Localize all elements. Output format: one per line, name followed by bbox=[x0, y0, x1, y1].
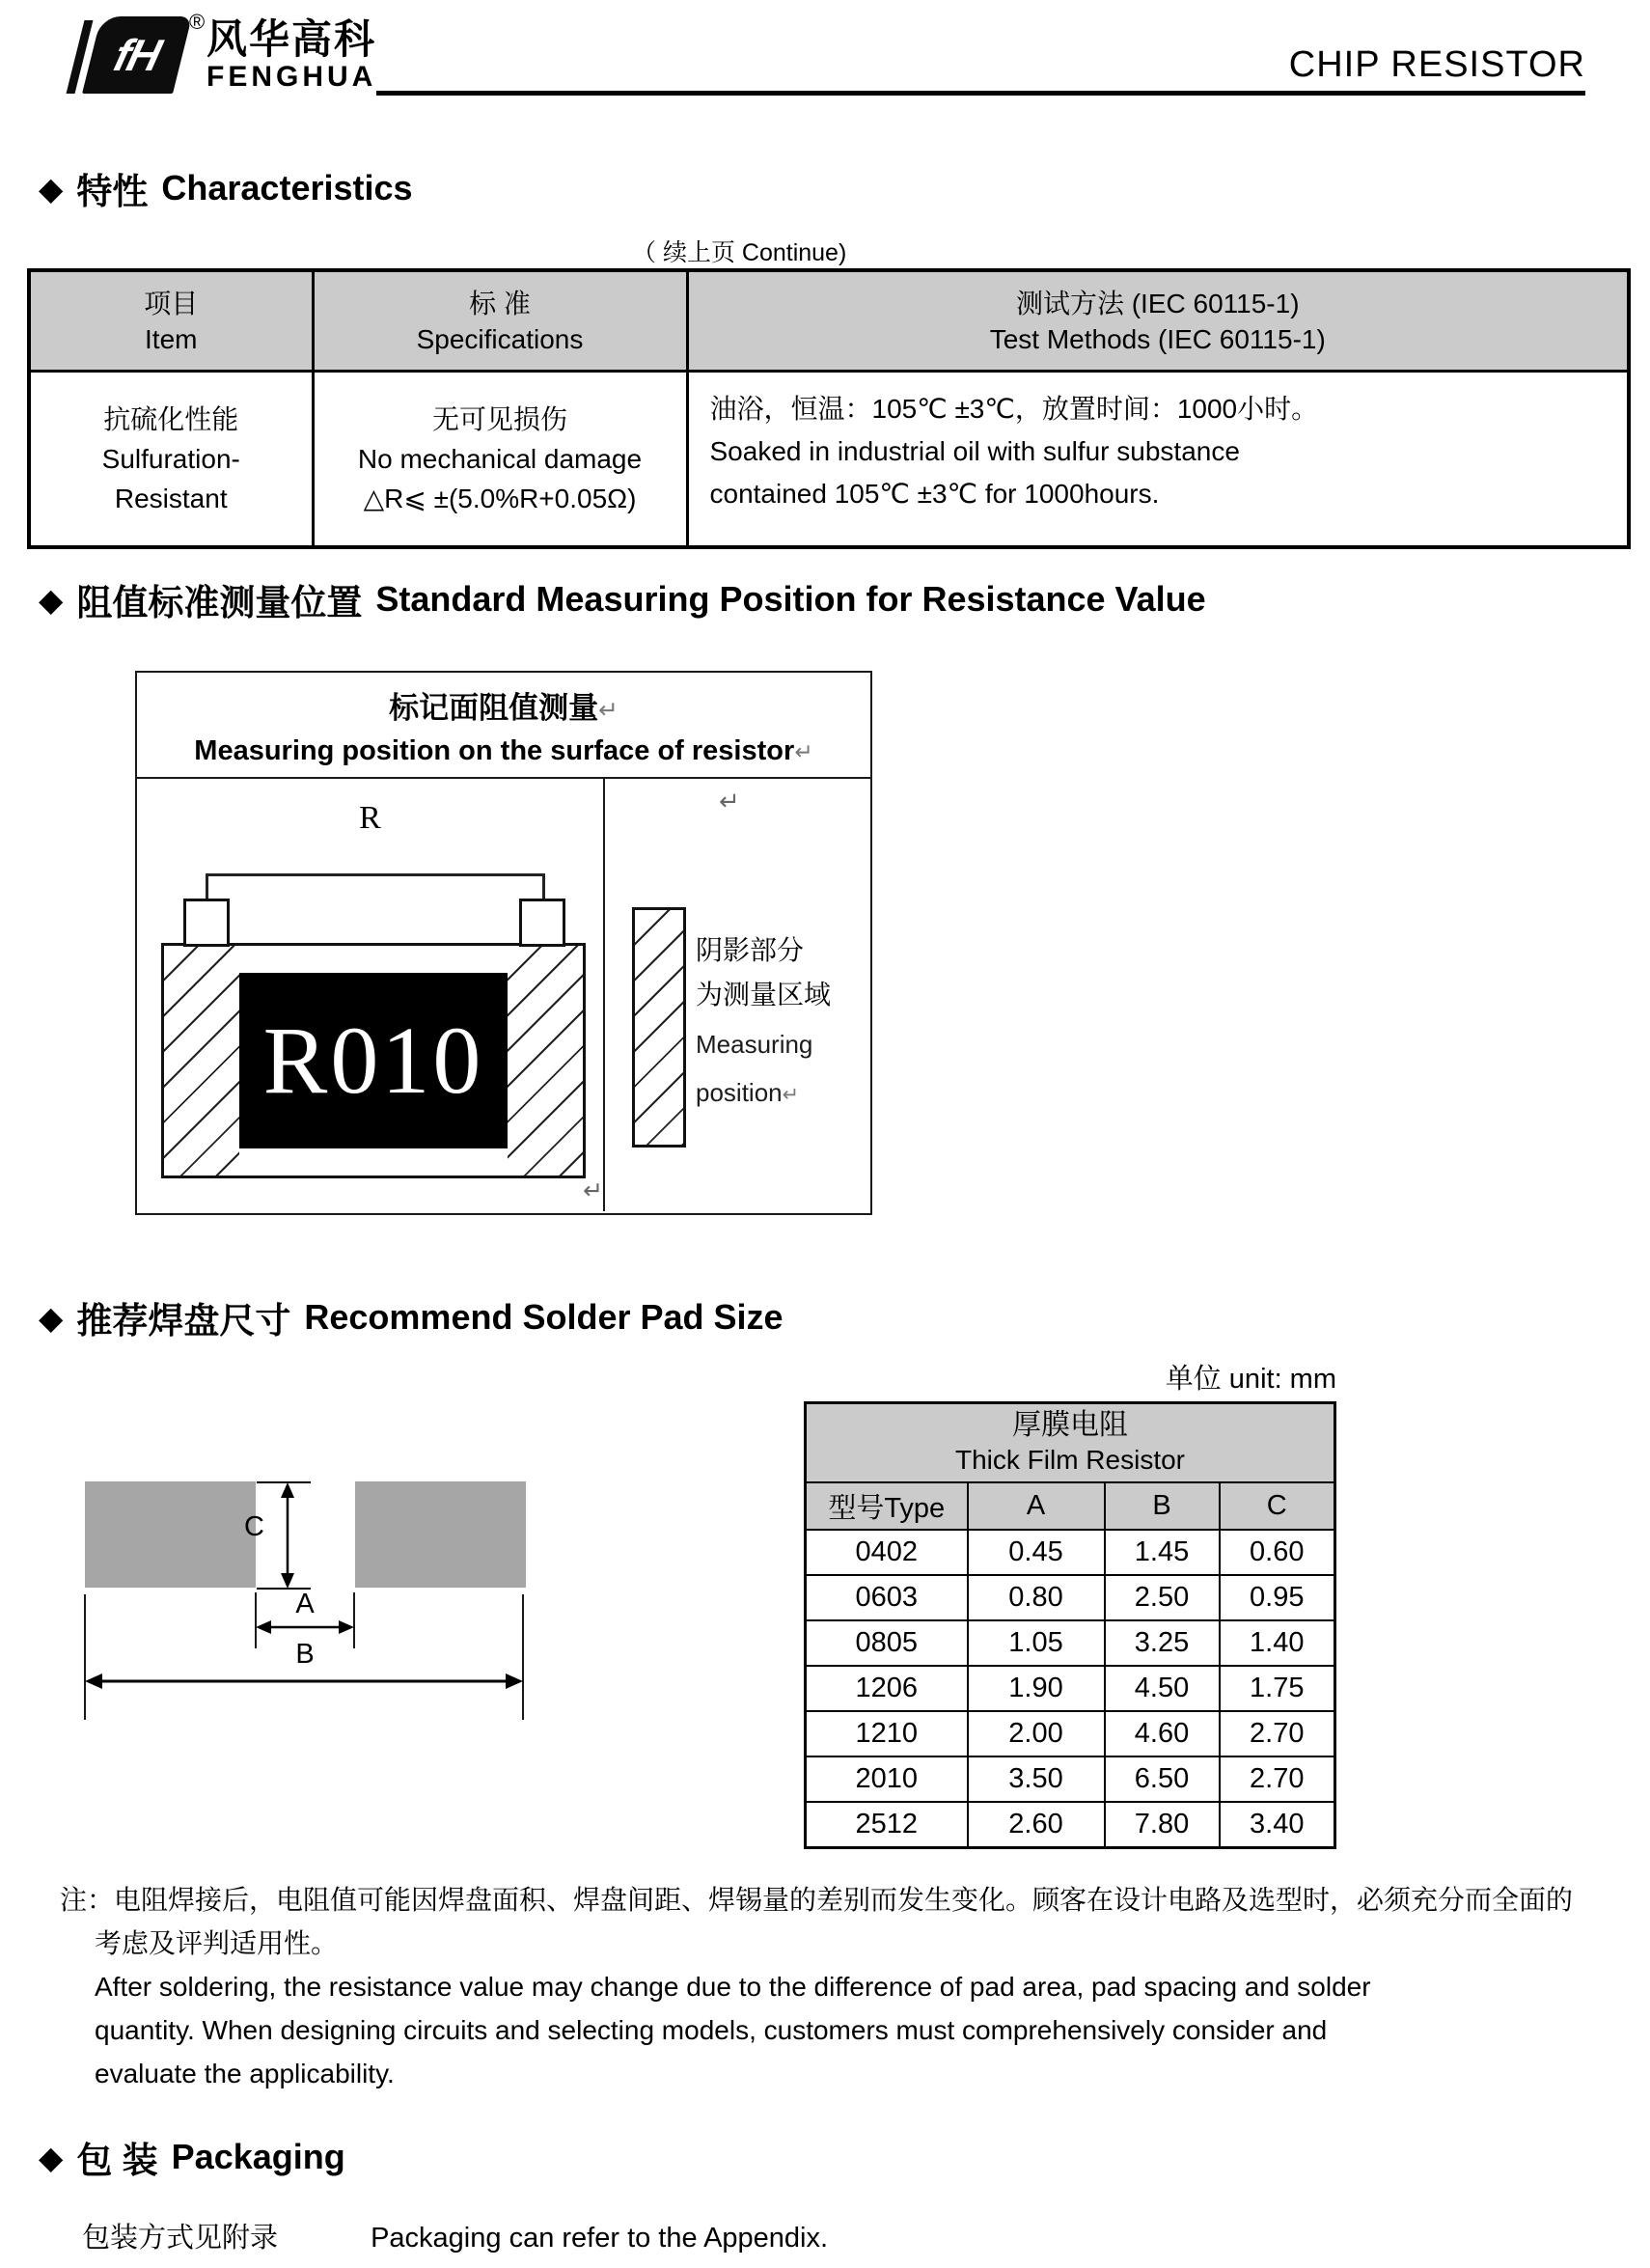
table-row bbox=[806, 1802, 1335, 1848]
col-header-spec-en: Specifications bbox=[416, 323, 584, 354]
cell-a: 0.45 bbox=[968, 1530, 1105, 1575]
group-header-cn: 厚膜电阻 bbox=[1012, 1409, 1128, 1441]
group-header-en: Thick Film Resistor bbox=[954, 1445, 1185, 1475]
diagram-title-cn bbox=[389, 683, 619, 727]
cell-a: 0.80 bbox=[968, 1575, 1105, 1620]
cell-type: 2512 bbox=[806, 1802, 968, 1848]
cell-type: 2010 bbox=[806, 1756, 968, 1802]
diamond-icon: ◆ bbox=[39, 581, 64, 618]
cell-a: 1.90 bbox=[968, 1666, 1105, 1711]
diamond-icon: ◆ bbox=[39, 1299, 64, 1336]
cell-type: 0603 bbox=[806, 1575, 968, 1620]
col-header-method bbox=[687, 270, 1629, 372]
diagram-title-cn-text: 标记面阻值测量 bbox=[389, 690, 599, 725]
packaging-body-cn: 包装方式见附录 bbox=[82, 2223, 279, 2254]
continue-note: （ 续上页 Continue) bbox=[632, 239, 847, 266]
method-en2: contained 105℃ ±3℃ for 1000hours. bbox=[709, 479, 1160, 509]
unit-label: 单位 unit: mm bbox=[1165, 1364, 1336, 1395]
heading-en: Recommend Solder Pad Size bbox=[304, 1297, 784, 1337]
cell-type: 0402 bbox=[806, 1530, 968, 1575]
page-title: CHIP RESISTOR bbox=[1288, 44, 1585, 85]
registered-trademark-icon: ® bbox=[189, 10, 206, 34]
packaging-body-en: Packaging can refer to the Appendix. bbox=[371, 2223, 829, 2254]
col-header-item-cn: 项目 bbox=[144, 288, 199, 318]
logo-block-shape bbox=[82, 16, 192, 94]
method-cn: 油浴，恒温：105℃ ±3℃，放置时间：1000小时。 bbox=[709, 394, 1319, 424]
return-mark-icon: ↵ bbox=[719, 787, 740, 816]
cell-a: 2.00 bbox=[968, 1711, 1105, 1756]
note-line: After soldering, the resistance value may change due to the difference of pad area, pad spacing and solder bbox=[95, 1972, 1371, 2002]
col-header-method-cn: 测试方法 (IEC 60115-1) bbox=[1015, 288, 1300, 318]
characteristics-table bbox=[27, 268, 1631, 549]
table-row bbox=[806, 1530, 1335, 1575]
cell-type: 1210 bbox=[806, 1711, 968, 1756]
table-row bbox=[806, 1620, 1335, 1666]
dimension-label-b: B bbox=[295, 1639, 315, 1670]
cell-c: 2.70 bbox=[1220, 1711, 1335, 1756]
solder-pad-diagram bbox=[58, 1419, 598, 1737]
section-heading-solder-pad bbox=[39, 1291, 784, 1343]
resistor-body bbox=[161, 943, 586, 1178]
item-en2: Resistant bbox=[114, 484, 228, 513]
resistor-marking-area bbox=[239, 973, 508, 1148]
table-row bbox=[806, 1711, 1335, 1756]
item-en1: Sulfuration- bbox=[101, 444, 240, 474]
cell-c: 1.40 bbox=[1220, 1620, 1335, 1666]
shade-note-cn1: 阴影部分 bbox=[696, 935, 805, 965]
cell-type: 0805 bbox=[806, 1620, 968, 1666]
probe-terminal-left bbox=[183, 899, 230, 947]
resistance-marking: R010 bbox=[262, 1007, 484, 1114]
cell-method bbox=[687, 372, 1629, 548]
logo-name-cn: 风华高科 bbox=[206, 16, 377, 62]
return-mark-icon: ↵ bbox=[598, 697, 619, 724]
heading-cn: 推荐焊盘尺寸 bbox=[76, 1301, 291, 1341]
cell-b: 6.50 bbox=[1105, 1756, 1220, 1802]
diagram-title-en bbox=[194, 735, 812, 767]
logo-monogram: fH bbox=[109, 30, 165, 80]
shade-note-en2 bbox=[696, 1078, 799, 1108]
header-divider bbox=[376, 91, 1585, 96]
spec-en: No mechanical damage bbox=[357, 444, 643, 474]
section-heading-measuring-position bbox=[39, 573, 1206, 625]
cell-type: 1206 bbox=[806, 1666, 968, 1711]
method-en1: Soaked in industrial oil with sulfur substance bbox=[709, 436, 1240, 466]
col-header-c: C bbox=[1220, 1482, 1335, 1530]
electrode-hatch-left bbox=[164, 946, 239, 1175]
dimension-label-c: C bbox=[244, 1511, 264, 1542]
heading-en: Standard Measuring Position for Resistance Value bbox=[375, 579, 1206, 619]
table-row bbox=[806, 1666, 1335, 1711]
dimension-label-r: R bbox=[359, 800, 381, 836]
shade-note-cn2: 为测量区域 bbox=[696, 980, 832, 1010]
diagram-title-en-text: Measuring position on the surface of resistor bbox=[194, 734, 795, 766]
fenghua-logo-icon bbox=[75, 15, 183, 97]
cell-a: 2.60 bbox=[968, 1802, 1105, 1848]
note-line: evaluate the applicability. bbox=[95, 2059, 395, 2088]
characteristics-header-row bbox=[29, 270, 1629, 372]
shade-note-en1: Measuring bbox=[696, 1030, 813, 1059]
note-line: 注：电阻焊接后，电阻值可能因焊盘面积、焊盘间距、焊锡量的差别而发生变化。顾客在设计电路及选型时，必须充分而全面的 bbox=[60, 1885, 1574, 1915]
note-line: quantity. When designing circuits and selecting models, customers must comprehensively consider and bbox=[95, 2015, 1328, 2045]
item-cn: 抗硫化性能 bbox=[103, 404, 239, 434]
col-header-method-en: Test Methods (IEC 60115-1) bbox=[989, 323, 1326, 354]
cell-b: 4.50 bbox=[1105, 1666, 1220, 1711]
cell-b: 1.45 bbox=[1105, 1530, 1220, 1575]
shade-note-en2-text: position bbox=[696, 1078, 783, 1107]
characteristics-data-row bbox=[29, 372, 1629, 548]
probe-terminal-right bbox=[519, 899, 565, 947]
group-header-cell bbox=[806, 1403, 1335, 1483]
diamond-icon: ◆ bbox=[39, 170, 64, 207]
heading-cn: 特性 bbox=[76, 172, 149, 211]
spec-cn: 无可见损伤 bbox=[431, 404, 567, 434]
cell-c: 1.75 bbox=[1220, 1666, 1335, 1711]
col-header-a: A bbox=[968, 1482, 1105, 1530]
cell-c: 0.60 bbox=[1220, 1530, 1335, 1575]
diamond-icon: ◆ bbox=[39, 2139, 64, 2175]
measuring-area-panel bbox=[605, 779, 868, 1211]
cell-c: 0.95 bbox=[1220, 1575, 1335, 1620]
packaging-body bbox=[82, 2216, 828, 2255]
cell-c: 3.40 bbox=[1220, 1802, 1335, 1848]
measuring-area-hatch-bar bbox=[632, 907, 686, 1148]
cell-b: 4.60 bbox=[1105, 1711, 1220, 1756]
col-header-spec bbox=[313, 270, 687, 372]
heading-cn: 包 装 bbox=[76, 2141, 158, 2180]
cell-c: 2.70 bbox=[1220, 1756, 1335, 1802]
table-row bbox=[806, 1575, 1335, 1620]
solder-pad-size-table bbox=[804, 1401, 1336, 1849]
return-mark-icon: ↵ bbox=[583, 1177, 603, 1204]
dimension-label-a: A bbox=[295, 1589, 315, 1619]
cell-b: 2.50 bbox=[1105, 1575, 1220, 1620]
electrode-hatch-right bbox=[508, 946, 583, 1175]
r-measure-bracket bbox=[206, 873, 545, 902]
col-header-item bbox=[29, 270, 313, 372]
cell-a: 3.50 bbox=[968, 1756, 1105, 1802]
note-line: 考虑及评判适用性。 bbox=[95, 1928, 339, 1958]
solder-note bbox=[60, 1878, 1573, 2095]
return-mark-icon: ↵ bbox=[794, 738, 813, 764]
heading-cn: 阻值标准测量位置 bbox=[76, 583, 363, 622]
col-header-item-en: Item bbox=[145, 323, 198, 354]
dimension-arrows bbox=[58, 1419, 598, 1737]
spec-formula: △R⩽ ±(5.0%R+0.05Ω) bbox=[363, 484, 637, 513]
table-row bbox=[806, 1756, 1335, 1802]
return-mark-icon: ↵ bbox=[782, 1084, 800, 1106]
col-header-spec-cn: 标 准 bbox=[469, 288, 531, 318]
cell-b: 3.25 bbox=[1105, 1620, 1220, 1666]
logo-text bbox=[206, 16, 377, 93]
diagram-title bbox=[137, 673, 870, 779]
cell-spec bbox=[313, 372, 687, 548]
resistor-drawing-panel bbox=[137, 779, 605, 1211]
section-heading-packaging bbox=[39, 2131, 345, 2183]
heading-en: Packaging bbox=[171, 2137, 345, 2176]
measuring-position-diagram bbox=[135, 671, 872, 1215]
cell-a: 1.05 bbox=[968, 1620, 1105, 1666]
section-heading-characteristics bbox=[39, 162, 413, 214]
heading-en: Characteristics bbox=[161, 168, 413, 207]
group-header-row bbox=[806, 1403, 1335, 1483]
logo-name-en: FENGHUA bbox=[206, 61, 377, 93]
col-header-type: 型号Type bbox=[806, 1482, 968, 1530]
cell-item bbox=[29, 372, 313, 548]
column-header-row bbox=[806, 1482, 1335, 1530]
col-header-b: B bbox=[1105, 1482, 1220, 1530]
cell-b: 7.80 bbox=[1105, 1802, 1220, 1848]
